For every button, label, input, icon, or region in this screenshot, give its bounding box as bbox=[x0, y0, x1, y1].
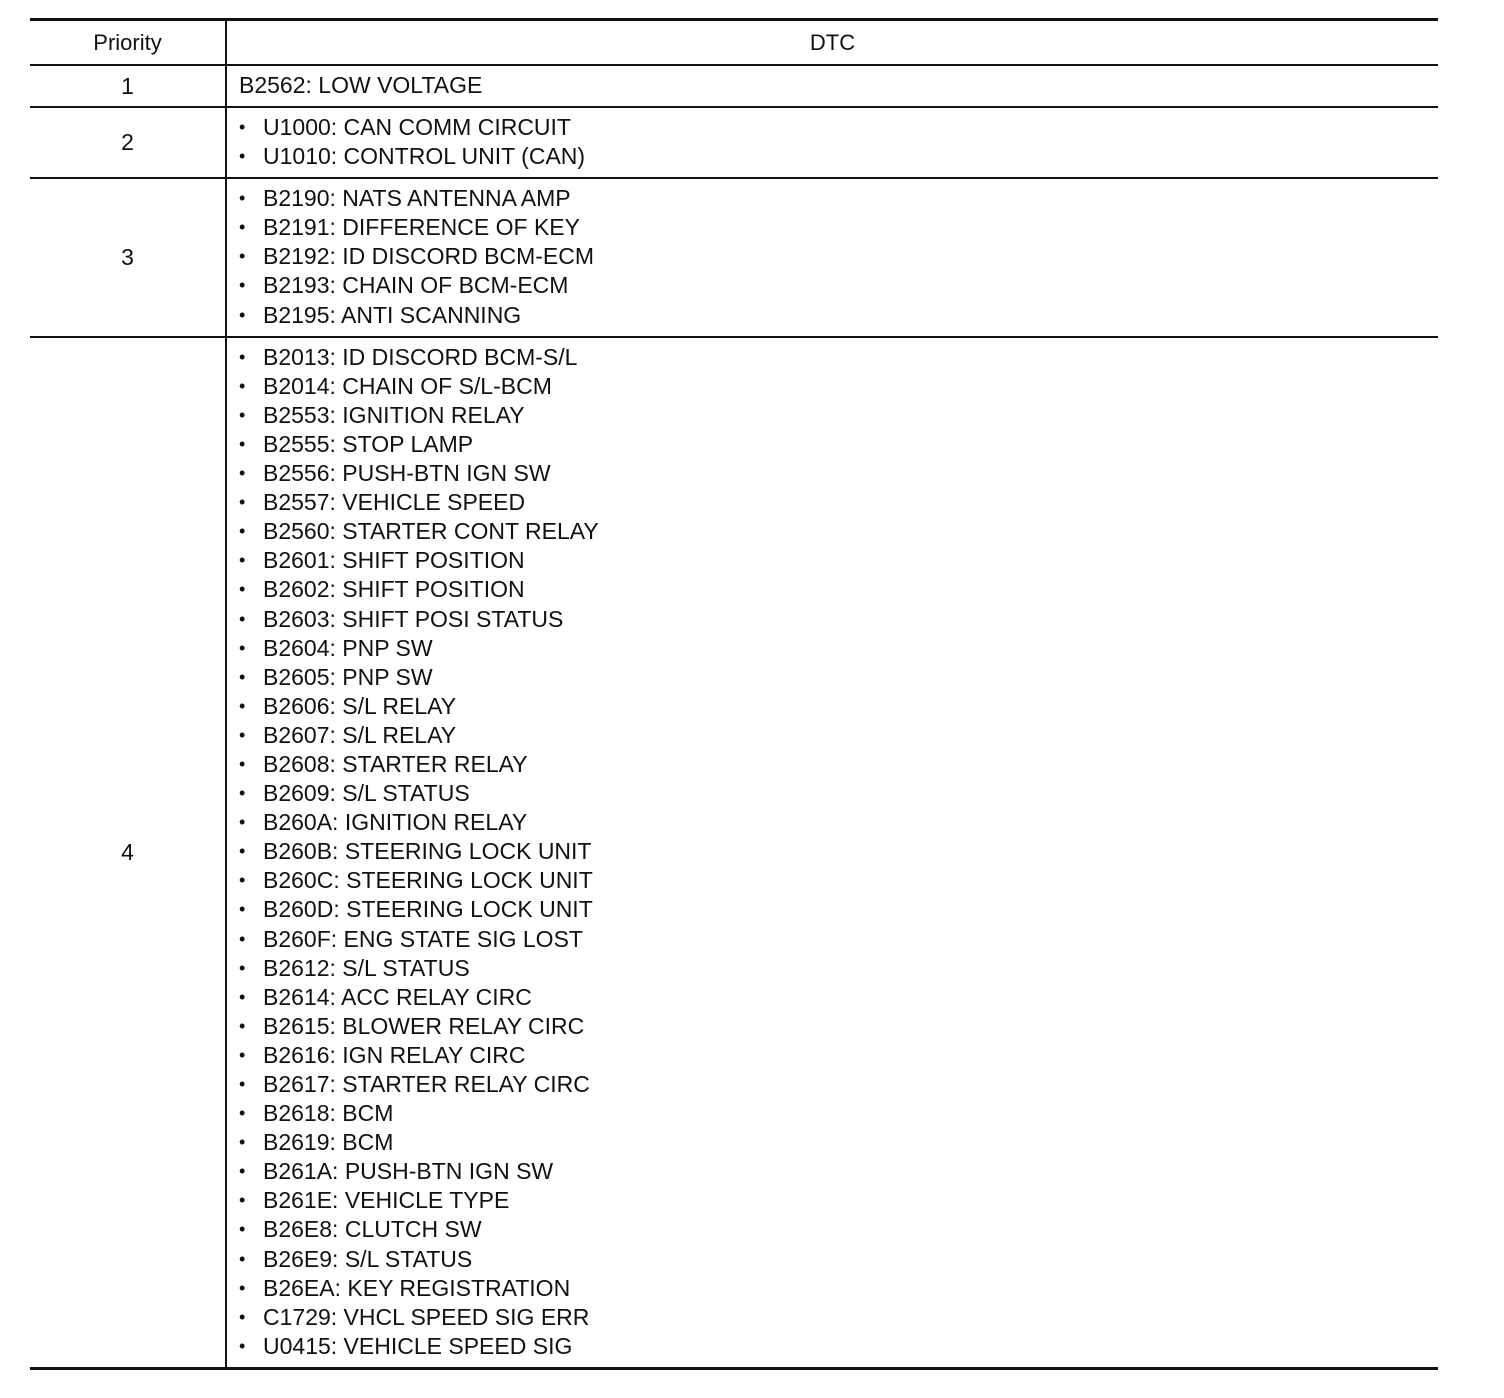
dtc-list-item: • B2603: SHIFT POSI STATUS bbox=[239, 605, 1438, 634]
dtc-list-item: • B2193: CHAIN OF BCM-ECM bbox=[239, 271, 1438, 300]
dtc-list-item: • B2191: DIFFERENCE OF KEY bbox=[239, 213, 1438, 242]
dtc-list-item: • B2615: BLOWER RELAY CIRC bbox=[239, 1012, 1438, 1041]
dtc-list bbox=[239, 113, 1438, 171]
dtc-list-item: • B260B: STEERING LOCK UNIT bbox=[239, 837, 1438, 866]
dtc-list-item: • B260F: ENG STATE SIG LOST bbox=[239, 925, 1438, 954]
priority-cell: 4 bbox=[30, 337, 226, 1369]
dtc-list-item: • C1729: VHCL SPEED SIG ERR bbox=[239, 1303, 1438, 1332]
dtc-priority-table bbox=[30, 18, 1438, 1370]
dtc-list-item: • B2612: S/L STATUS bbox=[239, 954, 1438, 983]
dtc-cell bbox=[226, 107, 1438, 178]
dtc-list-item: • B2014: CHAIN OF S/L-BCM bbox=[239, 372, 1438, 401]
dtc-list-item: • B2560: STARTER CONT RELAY bbox=[239, 517, 1438, 546]
dtc-list-item: • B2619: BCM bbox=[239, 1128, 1438, 1157]
header-row bbox=[30, 20, 1438, 66]
dtc-list bbox=[239, 184, 1438, 329]
priority-row-4 bbox=[30, 337, 1438, 1369]
dtc-list-item: • B2614: ACC RELAY CIRC bbox=[239, 983, 1438, 1012]
dtc-list-item: • U0415: VEHICLE SPEED SIG bbox=[239, 1332, 1438, 1361]
dtc-list-item: • B2555: STOP LAMP bbox=[239, 430, 1438, 459]
dtc-list-item: • B26E9: S/L STATUS bbox=[239, 1245, 1438, 1274]
dtc-list-item: • B2553: IGNITION RELAY bbox=[239, 401, 1438, 430]
dtc-cell: B2562: LOW VOLTAGE bbox=[226, 65, 1438, 107]
dtc-list-item: • B2604: PNP SW bbox=[239, 634, 1438, 663]
dtc-list-item: • B261E: VEHICLE TYPE bbox=[239, 1186, 1438, 1215]
priority-cell: 3 bbox=[30, 178, 226, 336]
dtc-list-item: • B2556: PUSH-BTN IGN SW bbox=[239, 459, 1438, 488]
dtc-list-item: • B260A: IGNITION RELAY bbox=[239, 808, 1438, 837]
dtc-list-item: • B2557: VEHICLE SPEED bbox=[239, 488, 1438, 517]
dtc-list-item: • B2606: S/L RELAY bbox=[239, 692, 1438, 721]
priority-row-3 bbox=[30, 178, 1438, 336]
dtc-list-item: • B2617: STARTER RELAY CIRC bbox=[239, 1070, 1438, 1099]
dtc-cell bbox=[226, 178, 1438, 336]
dtc-list-item: • B2192: ID DISCORD BCM-ECM bbox=[239, 242, 1438, 271]
priority-header: Priority bbox=[30, 20, 226, 66]
priority-row-2 bbox=[30, 107, 1438, 178]
dtc-list-item: • B2609: S/L STATUS bbox=[239, 779, 1438, 808]
dtc-list-item: • B2608: STARTER RELAY bbox=[239, 750, 1438, 779]
priority-row-1 bbox=[30, 65, 1438, 107]
dtc-header: DTC bbox=[226, 20, 1438, 66]
dtc-list-item: • B2601: SHIFT POSITION bbox=[239, 546, 1438, 575]
dtc-list-item: • B260C: STEERING LOCK UNIT bbox=[239, 866, 1438, 895]
priority-cell: 1 bbox=[30, 65, 226, 107]
dtc-list-item: • B2616: IGN RELAY CIRC bbox=[239, 1041, 1438, 1070]
dtc-list-item: • U1000: CAN COMM CIRCUIT bbox=[239, 113, 1438, 142]
dtc-list-item: • U1010: CONTROL UNIT (CAN) bbox=[239, 142, 1438, 171]
dtc-list-item: • B26EA: KEY REGISTRATION bbox=[239, 1274, 1438, 1303]
dtc-cell bbox=[226, 337, 1438, 1369]
dtc-list-item: • B26E8: CLUTCH SW bbox=[239, 1215, 1438, 1244]
dtc-list bbox=[239, 343, 1438, 1361]
dtc-list-item: • B2607: S/L RELAY bbox=[239, 721, 1438, 750]
priority-cell: 2 bbox=[30, 107, 226, 178]
dtc-list-item: • B261A: PUSH-BTN IGN SW bbox=[239, 1157, 1438, 1186]
dtc-list-item: • B2605: PNP SW bbox=[239, 663, 1438, 692]
dtc-list-item: • B2618: BCM bbox=[239, 1099, 1438, 1128]
dtc-list-item: • B260D: STEERING LOCK UNIT bbox=[239, 895, 1438, 924]
dtc-list-item: • B2602: SHIFT POSITION bbox=[239, 575, 1438, 604]
dtc-list-item: • B2190: NATS ANTENNA AMP bbox=[239, 184, 1438, 213]
dtc-list-item: • B2013: ID DISCORD BCM-S/L bbox=[239, 343, 1438, 372]
dtc-list-item: • B2195: ANTI SCANNING bbox=[239, 301, 1438, 330]
